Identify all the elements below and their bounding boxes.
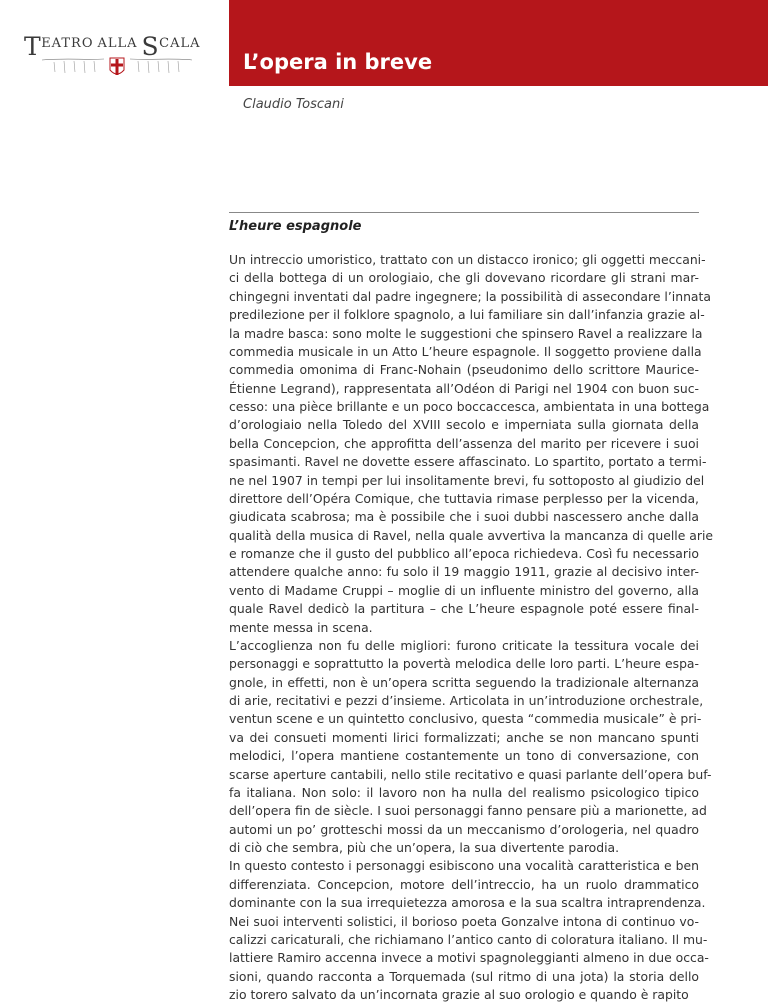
body-line: melodici, l’opera mantiene costantemente un tono di conversazione, con [229,748,699,764]
body-line: giudicata scabrosa; ma è possibile che i suoi dubbi nascessero anche dalla [229,509,699,525]
body-line: attendere qualche anno: fu solo il 19 maggio 1911, grazie al decisivo inter- [229,564,699,580]
body-line: quale Ravel dedicò la partitura – che L’heure espagnole poté essere final- [229,601,699,617]
body-line: gnole, in effetti, non è un’opera scritta seguendo la tradizionale alternanza [229,674,699,690]
logo-emblem-icon [24,56,210,80]
body-line: ci della bottega di un orologiaio, che gli dovevano ricordare gli strani mar- [229,270,699,286]
body-line: e romanze che il gusto del pubblico all’epoca richiedeva. Così fu necessario [229,546,699,561]
body-line: qualità della musica di Ravel, nella quale avvertiva la mancanza di quelle arie [229,527,714,543]
author-name: Claudio Toscani [243,97,344,112]
body-line: fa italiana. Non solo: il lavoro non ha nulla del realismo psicologico tipico [229,784,699,800]
body-line: Nei suoi interventi solistici, il borioso poeta Gonzalve intona di continuo vo- [229,913,699,929]
body-line: L’accoglienza non fu delle migliori: furono criticate la tessitura vocale dei [229,637,699,653]
header-band [229,0,768,86]
body-line: la madre basca: sono molte le suggestioni che spinsero Ravel a realizzare la [229,325,703,341]
body-line: ventun scene e un quintetto conclusivo, questa “commedia musicale” è pri- [229,711,702,727]
body-line: sioni, quando racconta a Torquemada (sul ritmo di una jota) la storia dello [229,968,699,984]
teatro-alla-scala-logo [24,32,210,80]
body-line: lattiere Ramiro accenna invece a motivi spagnoleggianti almeno in due occa- [229,950,709,966]
body-line: d’orologiaio nella Toledo del XVIII secolo e imperniata sulla giornata della [229,417,699,433]
body-line: In questo contesto i personaggi esibiscono una vocalità caratteristica e ben [229,858,699,874]
body-line: differenziata. Concepcion, motore dell’intreccio, ha un ruolo drammatico [229,876,699,892]
body-line: spasimanti. Ravel ne dovette essere affascinato. Lo spartito, portato a termi- [229,454,707,470]
body-line: bella Concepcion, che approfitta dell’assenza del marito per ricevere i suoi [229,435,699,451]
body-line: calizzi caricaturali, che richiamano l’antico canto di coloratura italiano. Il mu- [229,931,708,947]
body-line: predilezione per il folklore spagnolo, a lui familiare sin dall’infanzia grazie al- [229,307,705,323]
body-line: commedia musicale in un Atto L’heure espagnole. Il soggetto proviene dalla [229,343,702,359]
section-divider [229,212,699,213]
body-line: commedia omonima di Franc-Nohain (pseudonimo dello scrittore Maurice- [229,362,699,378]
body-line: dominante con la sua irrequietezza amorosa e la sua scaltra intraprendenza. [229,895,706,911]
body-line: scarse aperture cantabili, nello stile recitativo e quasi parlante dell’opera buf- [229,766,712,782]
article-body [229,251,714,1004]
section-title: L’heure espagnole [229,219,362,234]
body-line: cesso: una pièce brillante e un poco boccaccesca, ambientata in una bottega [229,399,710,414]
body-line: direttore dell’Opéra Comique, che tuttavia rimase perplesso per la vicenda, [229,490,699,506]
body-line: Un intreccio umoristico, trattato con un distacco ironico; gli oggetti meccani- [229,252,706,267]
body-line: personaggi e soprattutto la povertà melodica delle loro parti. L’heure espa- [229,656,699,672]
body-line: chingegni inventati dal padre ingegnere; la possibilità di assecondare l’innata [229,288,711,304]
body-line: zio torero salvato da un’incornata grazie al suo orologio e quando è rapito [229,987,689,1002]
body-line: vento di Madame Cruppi – moglie di un influente ministro del governo, alla [229,582,699,598]
logo-wordmark: $T^{EATRO}$ $^{ALLA}$ $S^{CALA}$ [24,32,201,61]
body-line: ne nel 1907 in tempi per lui insolitamente brevi, fu sottoposto al giudizio del [229,472,705,488]
body-line: va dei consueti momenti lirici formalizzati; anche se non mancano spunti [229,729,699,745]
page-title: L’opera in breve [243,50,433,74]
body-line: dell’opera fin de siècle. I suoi personaggi fanno pensare più a marionette, ad [229,803,707,819]
body-line: Étienne Legrand), rappresentata all’Odéon di Parigi nel 1904 con buon suc- [229,380,699,396]
body-line: di ciò che sembra, più che un’opera, la sua divertente parodia. [229,840,620,855]
body-line: automi un po’ grotteschi mossi da un meccanismo d’orologeria, nel quadro [229,821,699,837]
body-line: mente messa in scena. [229,619,373,635]
body-line: di arie, recitativi e pezzi d’insieme. Articolata in un’introduzione orchestrale, [229,693,704,708]
